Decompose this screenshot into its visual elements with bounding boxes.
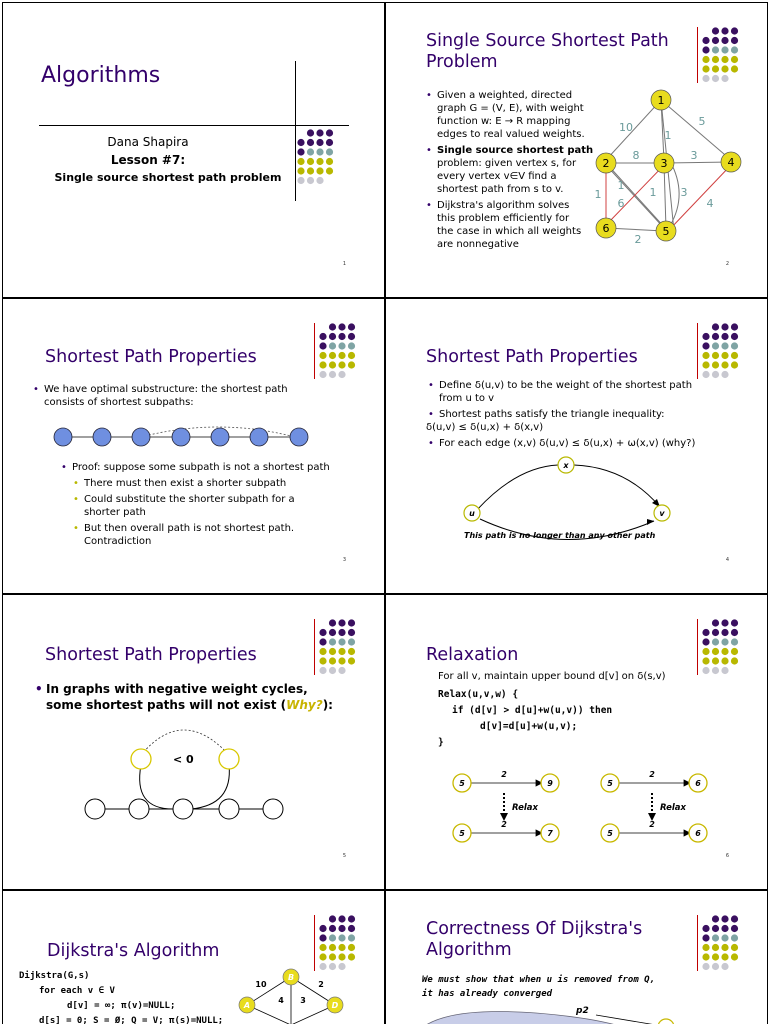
decor-dot <box>721 46 728 53</box>
decor-dot <box>348 333 355 340</box>
decor-dot <box>297 139 304 146</box>
page-number: 4 <box>725 557 729 563</box>
decor-dot <box>702 352 709 359</box>
node-value: 7 <box>547 829 553 838</box>
sub-bullet-2: • Could substitute the shorter subpath for a shorter path <box>71 493 331 519</box>
decor-dot <box>731 619 738 626</box>
decor-dot <box>338 667 345 674</box>
decor-dot <box>731 352 738 359</box>
decor-dot <box>721 371 728 378</box>
decor-dot <box>731 46 738 53</box>
decor-dot <box>712 56 719 63</box>
decor-dot <box>329 352 336 359</box>
slide-3 <box>2 298 385 594</box>
decor-dot <box>338 629 345 636</box>
decor-dot <box>731 953 738 960</box>
decor-dot <box>319 925 326 932</box>
decor-dot <box>319 657 326 664</box>
decor-dot <box>712 953 719 960</box>
decor-dot <box>702 56 709 63</box>
edge-weight: 4 <box>278 996 284 1005</box>
decor-dot <box>721 963 728 970</box>
node-label: 1 <box>657 94 665 107</box>
author: Dana Shapira <box>107 135 189 149</box>
decor-dot <box>319 371 326 378</box>
edge-weight: 4 <box>706 197 714 210</box>
edge-weight: 2 <box>501 820 507 829</box>
decor-dot <box>721 361 728 368</box>
decor-dot <box>319 361 326 368</box>
decor-dot <box>721 333 728 340</box>
slide-title: Shortest Path Properties <box>45 645 257 665</box>
decor-dot <box>307 148 314 155</box>
decor-dot <box>731 342 738 349</box>
slide-5 <box>2 594 385 890</box>
decor-dot <box>329 619 336 626</box>
decor-dot <box>338 925 345 932</box>
node-label: B <box>287 973 295 982</box>
decor-dot <box>329 333 336 340</box>
decor-dot <box>348 953 355 960</box>
slide-title: Shortest Path Properties <box>426 347 638 367</box>
decor-dot <box>712 342 719 349</box>
decor-dot <box>731 925 738 932</box>
decor-dot <box>319 934 326 941</box>
decor-dot <box>338 915 345 922</box>
decor-dot <box>316 148 323 155</box>
decor-dot <box>702 37 709 44</box>
node-label: 5 <box>662 225 670 238</box>
decor-dot <box>319 638 326 645</box>
node-v-label: v <box>659 509 665 518</box>
decor-dot <box>712 46 719 53</box>
edge-weight: 3 <box>300 996 306 1005</box>
decor-dot <box>702 65 709 72</box>
edge-weight: 2 <box>501 770 507 779</box>
decor-dot <box>721 667 728 674</box>
weighted-graph <box>586 83 766 253</box>
decor-dot <box>702 953 709 960</box>
edge-weight: 6 <box>617 197 625 210</box>
edge-weight: 2 <box>649 770 655 779</box>
slide-title: Single Source Shortest Path Problem <box>426 31 669 72</box>
decor-dot <box>731 56 738 63</box>
decor-dot <box>307 139 314 146</box>
decor-dot <box>721 619 728 626</box>
decor-dot <box>702 925 709 932</box>
node-value: 9 <box>547 779 553 788</box>
decor-dot <box>731 638 738 645</box>
decor-dot <box>316 129 323 136</box>
decor-dot <box>712 27 719 34</box>
decor-dot <box>319 944 326 951</box>
decor-dot <box>329 953 336 960</box>
decor-dot <box>338 944 345 951</box>
decor-dot <box>319 629 326 636</box>
decor-dot <box>348 629 355 636</box>
node-value: 6 <box>695 779 701 788</box>
decor-dot <box>348 657 355 664</box>
decor-dot <box>338 352 345 359</box>
node-label: A <box>243 1001 251 1010</box>
decor-dot <box>702 75 709 82</box>
slide-title: Relaxation <box>426 645 519 665</box>
slide-title: Dijkstra's Algorithm <box>47 941 220 961</box>
decor-dot <box>712 75 719 82</box>
bullet-1: • Define δ(u,v) to be the weight of the shortest path from u to v <box>426 379 756 405</box>
node-value: 6 <box>695 829 701 838</box>
bullet-proof: • Proof: suppose some subpath is not a shortest path <box>59 461 359 474</box>
decor-dot <box>297 158 304 165</box>
decor-dot <box>307 177 314 184</box>
decor-dot <box>712 657 719 664</box>
node-label: 3 <box>660 157 668 170</box>
decor-dot <box>307 158 314 165</box>
decor-dot <box>721 65 728 72</box>
bullet-2: • Shortest paths satisfy the triangle inequality: δ(u,v) ≤ δ(u,x) + δ(x,v) <box>426 408 756 434</box>
edge-weight: 2 <box>634 233 642 246</box>
decor-dot <box>721 934 728 941</box>
proof-diagram <box>416 1003 736 1024</box>
decor-dot <box>721 925 728 932</box>
decor-dot <box>731 323 738 330</box>
decor-dot <box>319 333 326 340</box>
slide-8 <box>385 890 768 1024</box>
decor-dot <box>731 944 738 951</box>
decor-dot <box>731 37 738 44</box>
edge-weight: 2 <box>649 820 655 829</box>
decor-dot <box>721 323 728 330</box>
decor-dot <box>348 352 355 359</box>
slide-7 <box>2 890 385 1024</box>
decor-dot <box>702 667 709 674</box>
page-number: 6 <box>725 853 729 859</box>
node-value: 5 <box>607 829 613 838</box>
decor-dot <box>731 333 738 340</box>
decor-dot <box>329 648 336 655</box>
decor-dot <box>712 619 719 626</box>
decor-dot <box>702 648 709 655</box>
bullet-list <box>31 383 361 409</box>
decor-dot <box>712 361 719 368</box>
bullet-1: • We have optimal substructure: the shortest path consists of shortest subpaths: <box>31 383 361 409</box>
path-label: p2 <box>576 1006 589 1016</box>
dijkstra-graph <box>231 965 351 1024</box>
dijkstra-code: Dijkstra(G,s) for each v ∈ V d[v] = ∞; π(v)=NULL; d[s] = 0; S = Ø; Q = V; π(s)=NULL; <box>19 971 224 1024</box>
decor-dot <box>702 638 709 645</box>
decor-dot <box>326 139 333 146</box>
edge-weight: 10 <box>255 980 267 989</box>
decor-dot <box>702 371 709 378</box>
decor-dot <box>721 352 728 359</box>
decor-dot <box>348 934 355 941</box>
decor-dot <box>329 915 336 922</box>
decor-dot <box>721 648 728 655</box>
edge-weight: 8 <box>632 149 640 162</box>
decor-dot <box>316 158 323 165</box>
decor-dot <box>316 139 323 146</box>
edge-weight: 1 <box>664 129 672 142</box>
decor-dot <box>329 361 336 368</box>
decor-dot <box>297 167 304 174</box>
decor-dot <box>326 167 333 174</box>
decor-dot <box>338 323 345 330</box>
decor-dot <box>329 323 336 330</box>
decor-dot <box>731 27 738 34</box>
decor-dot <box>702 629 709 636</box>
edge-weight: 3 <box>690 149 698 162</box>
decor-dot <box>348 342 355 349</box>
page-number: 3 <box>342 557 346 563</box>
edge-weight: 10 <box>619 121 633 134</box>
decor-dot <box>297 148 304 155</box>
decor-dot <box>297 177 304 184</box>
bullet-3: • For each edge (x,v) δ(u,v) ≤ δ(u,x) + ω(x,v) (why?) <box>426 437 756 450</box>
decor-dot <box>712 915 719 922</box>
slide-title: Correctness Of Dijkstra's Algorithm <box>426 919 643 960</box>
page-number: 5 <box>342 853 346 859</box>
decor-dot <box>338 648 345 655</box>
slide-title: Shortest Path Properties <box>45 347 257 367</box>
decor-dot <box>721 342 728 349</box>
decor-dot <box>338 657 345 664</box>
edge-weight: 5 <box>698 115 706 128</box>
decor-dot <box>702 342 709 349</box>
decor-dot <box>348 915 355 922</box>
edge-weight: 1 <box>617 179 625 192</box>
bullet-list <box>426 379 756 450</box>
decor-dot <box>329 944 336 951</box>
bullet-1: • Given a weighted, directed graph G = (V, E), with weight function w: E → R mapping edges to real valued weights. <box>424 89 624 141</box>
decor-dot <box>338 953 345 960</box>
decor-dot <box>712 648 719 655</box>
node-x-label: x <box>563 461 569 470</box>
decor-dot <box>712 629 719 636</box>
decor-dot <box>731 657 738 664</box>
slide-4 <box>385 298 768 594</box>
decor-dot <box>712 963 719 970</box>
diagram-caption: This path is no longer than any other path <box>464 531 656 540</box>
decor-dot <box>712 944 719 951</box>
decor-dot <box>721 953 728 960</box>
decor-dot <box>712 352 719 359</box>
decor-dot <box>319 352 326 359</box>
decor-dot <box>721 657 728 664</box>
slide-title: Algorithms <box>41 63 161 88</box>
decor-dot <box>329 638 336 645</box>
node-value: 5 <box>459 829 465 838</box>
decor-dot <box>329 934 336 941</box>
node-value: 5 <box>607 779 613 788</box>
decor-dot <box>348 619 355 626</box>
decor-dot <box>712 638 719 645</box>
decor-dot <box>721 638 728 645</box>
decor-dot <box>329 657 336 664</box>
relax-label: Relax <box>512 803 539 813</box>
decor-dot <box>338 333 345 340</box>
decor-dot <box>721 37 728 44</box>
bullet-1: • In graphs with negative weight cycles, some shortest paths will not exist (Why?): <box>33 681 373 713</box>
decor-dot <box>338 619 345 626</box>
decor-dot <box>348 323 355 330</box>
edge-weight: 3 <box>680 186 688 199</box>
sub-list <box>71 477 331 548</box>
decor-dot <box>702 934 709 941</box>
node-value: 5 <box>459 779 465 788</box>
decor-dot <box>319 667 326 674</box>
decor-dot <box>307 167 314 174</box>
why-emphasis: Why? <box>286 698 323 712</box>
decor-dot <box>731 361 738 368</box>
decor-dot <box>319 342 326 349</box>
decor-dot <box>712 925 719 932</box>
relax-code: Relax(u,v,w) { if (d[v] > d[u]+w(u,v)) then d[v]=d[u]+w(u,v); } <box>438 689 613 748</box>
relax-examples <box>436 765 736 855</box>
decor-dot <box>731 934 738 941</box>
decor-dot <box>316 167 323 174</box>
decor-dot <box>338 638 345 645</box>
decor-dot <box>712 323 719 330</box>
decor-dot <box>319 648 326 655</box>
decor-dot <box>731 915 738 922</box>
decor-dot <box>329 925 336 932</box>
decor-dot <box>731 65 738 72</box>
bullet-3: • Dijkstra's algorithm solves this problem efficiently for the case in which all weights are nonnegative <box>424 199 624 251</box>
decor-dot <box>329 342 336 349</box>
node-label: 6 <box>602 222 610 235</box>
proof-list <box>59 461 359 474</box>
decor-dot <box>319 953 326 960</box>
decor-dot <box>721 27 728 34</box>
decor-dot <box>702 361 709 368</box>
decor-dot <box>721 629 728 636</box>
slide-1 <box>2 2 385 298</box>
decor-dot <box>712 934 719 941</box>
decor-dot <box>338 371 345 378</box>
edge-weight: 2 <box>318 980 324 989</box>
decor-dot <box>338 934 345 941</box>
decor-dot <box>329 667 336 674</box>
decor-dot <box>338 342 345 349</box>
sub-bullet-1: • There must then exist a shorter subpath <box>71 477 331 490</box>
page-number: 2 <box>725 261 729 267</box>
decor-dot <box>326 148 333 155</box>
decor-dot <box>702 657 709 664</box>
decor-dot <box>326 158 333 165</box>
bullet-2: • Single source shortest path problem: given vertex s, for every vertex v∈V find a shortest path from s to v. <box>424 144 624 196</box>
dot-grid <box>3 3 385 298</box>
negative-cycle-diagram <box>73 725 303 835</box>
cycle-weight-label: < 0 <box>173 753 194 766</box>
edge-weight: 1 <box>594 188 602 201</box>
decor-dot <box>329 371 336 378</box>
decor-dot <box>721 944 728 951</box>
subtitle: Single source shortest path problem <box>54 171 282 184</box>
decor-dot <box>731 648 738 655</box>
decor-dot <box>326 129 333 136</box>
decor-dot <box>712 667 719 674</box>
decor-dot <box>712 333 719 340</box>
decor-dot <box>702 333 709 340</box>
decor-dot <box>316 177 323 184</box>
bullet-list <box>33 681 373 713</box>
decor-dot <box>712 37 719 44</box>
decor-dot <box>702 963 709 970</box>
edge-weight: 1 <box>649 186 657 199</box>
slide-2 <box>385 2 768 298</box>
decor-dot <box>348 925 355 932</box>
node-u-label: u <box>469 509 475 518</box>
decor-dot <box>329 629 336 636</box>
decor-dot <box>721 75 728 82</box>
decor-dot <box>307 129 314 136</box>
decor-dot <box>721 915 728 922</box>
lesson: Lesson #7: <box>110 153 186 167</box>
decor-dot <box>348 648 355 655</box>
decor-dot <box>731 629 738 636</box>
decor-dot <box>712 371 719 378</box>
intro-line: For all v, maintain upper bound d[v] on δ(s,v) <box>438 671 666 682</box>
relax-label: Relax <box>660 803 687 813</box>
slide-6 <box>385 594 768 890</box>
decor-dot <box>348 361 355 368</box>
decor-dot <box>712 65 719 72</box>
decor-dot <box>338 361 345 368</box>
decor-dot <box>702 46 709 53</box>
node-label: D <box>331 1001 339 1010</box>
node-label: 2 <box>602 157 610 170</box>
decor-dot <box>702 944 709 951</box>
decor-dot <box>348 638 355 645</box>
decor-dot <box>721 56 728 63</box>
node-label: 4 <box>727 156 735 169</box>
decor-dot <box>348 944 355 951</box>
path-diagram <box>43 419 323 459</box>
page-number: 1 <box>342 261 346 267</box>
sub-bullet-3: • But then overall path is not shortest path. Contradiction <box>71 522 331 548</box>
proof-text: We must show that when u is removed from Q, it has already converged <box>422 975 655 999</box>
